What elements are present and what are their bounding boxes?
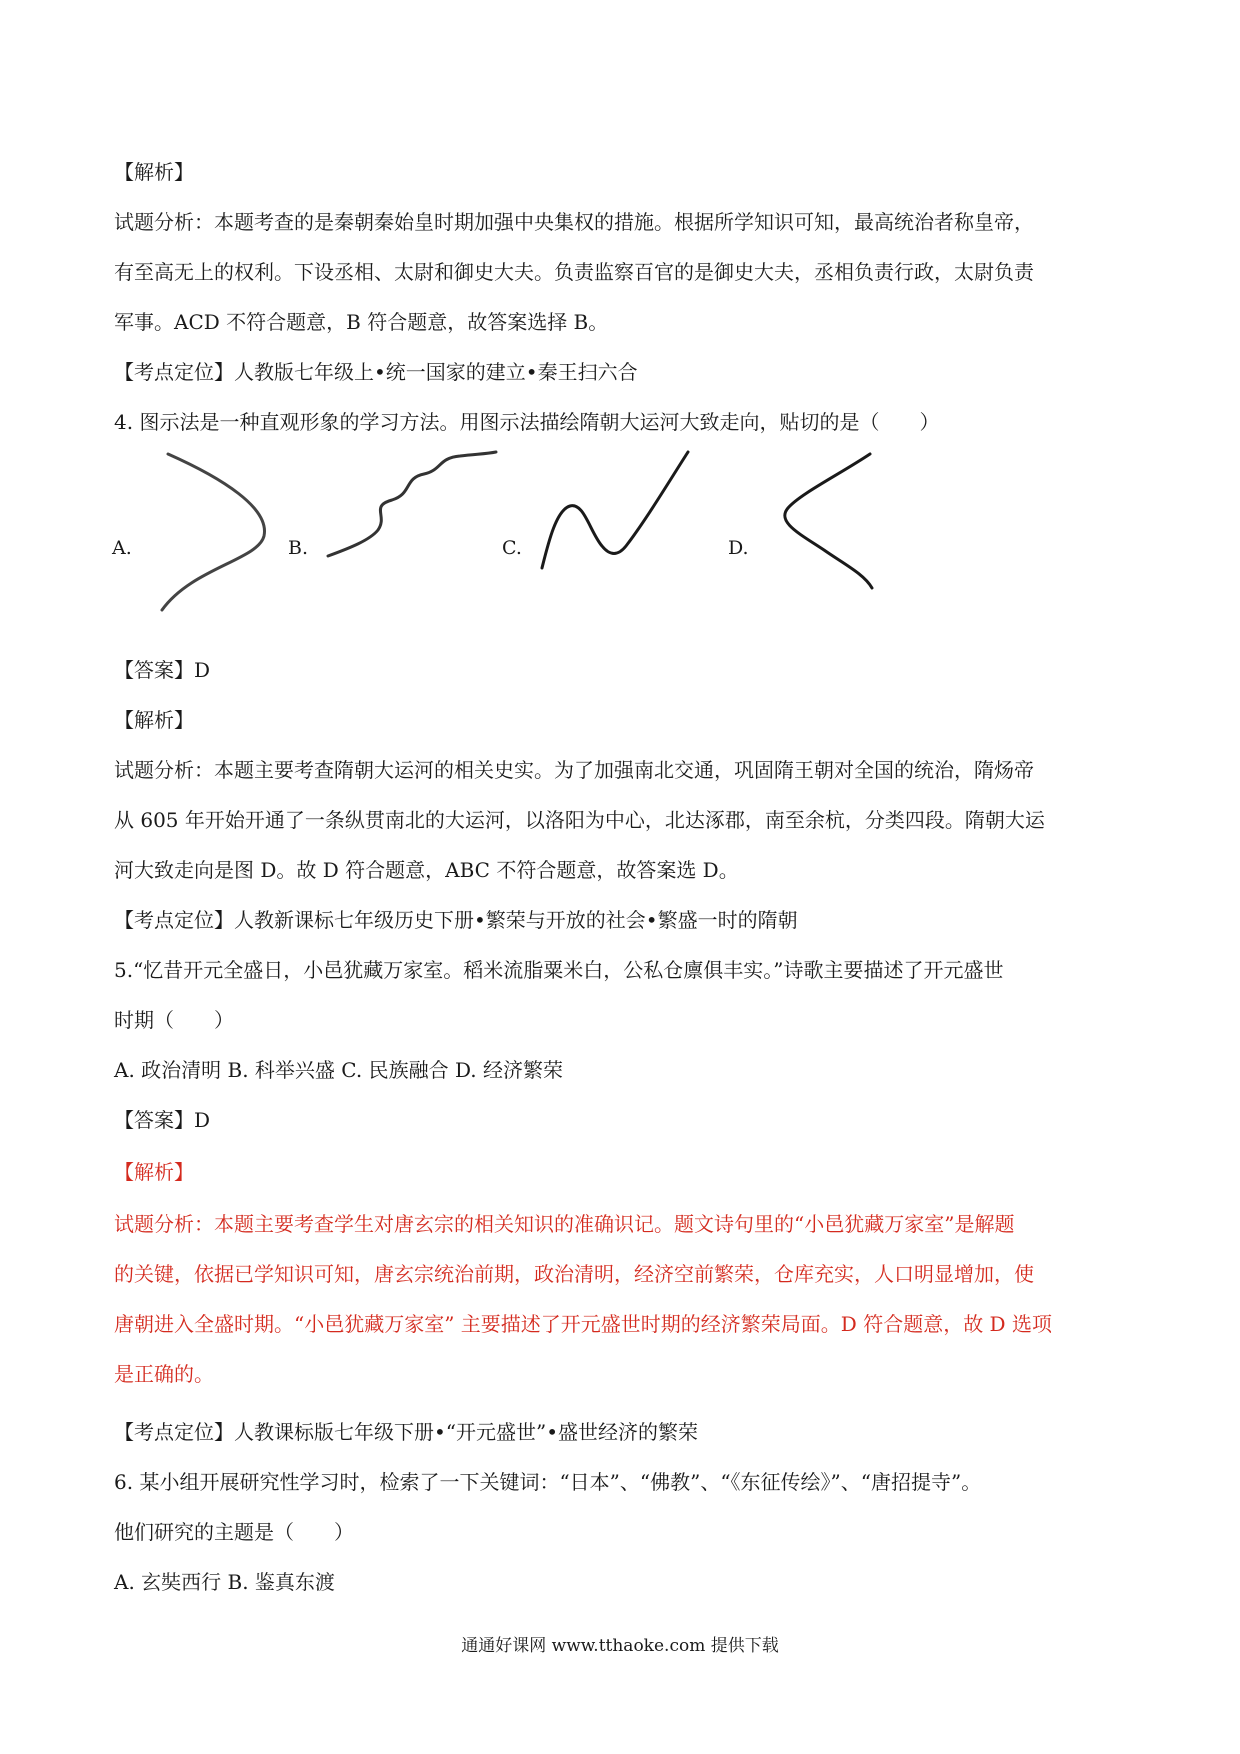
question-6: 6. 某小组开展研究性学习时，检索了一下关键词：“日本”、“佛教”、“《东征传绘》”、“唐招提寺”。 bbox=[114, 1470, 982, 1494]
text-line: 他们研究的主题是（ ） bbox=[114, 1520, 354, 1544]
text-line: 试题分析：本题考查的是秦朝秦始皇时期加强中央集权的措施。根据所学知识可知，最高统治者称皇帝， bbox=[114, 210, 1034, 234]
text-line: 【考点定位】人教版七年级上•统一国家的建立•秦王扫六合 bbox=[114, 360, 638, 384]
option-b-label: B. bbox=[288, 537, 309, 559]
question-6-options: A. 玄奘西行 B. 鉴真东渡 bbox=[114, 1570, 335, 1594]
analysis-text-red: 唐朝进入全盛时期。“小邑犹藏万家室” 主要描述了开元盛世时期的经济繁荣局面。D 符合题意，故 D 选项 bbox=[114, 1312, 1052, 1336]
canal-route-options bbox=[110, 448, 890, 618]
question-4: 4. 图示法是一种直观形象的学习方法。用图示法描绘隋朝大运河大致走向，贴切的是（ ） bbox=[114, 410, 940, 434]
analysis-text-red: 是正确的。 bbox=[114, 1362, 214, 1386]
text-line: 军事。ACD 不符合题意，B 符合题意，故答案选择 B。 bbox=[114, 310, 609, 334]
question-5: 5.“忆昔开元全盛日，小邑犹藏万家室。稻米流脂粟米白，公私仓廪俱丰实。”诗歌主要描述了开元盛世 bbox=[114, 958, 1004, 982]
text-line: 从 605 年开始开通了一条纵贯南北的大运河，以洛阳为中心，北达涿郡，南至余杭，分类四段。隋朝大运 bbox=[114, 808, 1045, 832]
question-5-options: A. 政治清明 B. 科举兴盛 C. 民族融合 D. 经济繁荣 bbox=[114, 1058, 563, 1082]
option-a-label: A. bbox=[112, 537, 132, 559]
text-line: 时期（ ） bbox=[114, 1008, 234, 1032]
option-b-curve bbox=[320, 448, 500, 568]
text-line: 【解析】 bbox=[114, 708, 194, 732]
text-line: 【考点定位】人教课标版七年级下册•“开元盛世”•盛世经济的繁荣 bbox=[114, 1420, 699, 1444]
analysis-text-red: 试题分析：本题主要考查学生对唐玄宗的相关知识的准确识记。题文诗句里的“小邑犹藏万家室”是解题 bbox=[114, 1212, 1015, 1236]
option-c-curve bbox=[538, 448, 708, 578]
text-line: 【解析】 bbox=[114, 160, 194, 184]
answer-5: 【答案】D bbox=[114, 1108, 211, 1132]
option-c-label: C. bbox=[502, 537, 522, 559]
option-d-label: D. bbox=[728, 537, 749, 559]
text-line: 河大致走向是图 D。故 D 符合题意，ABC 不符合题意，故答案选 D。 bbox=[114, 858, 739, 882]
analysis-text-red: 的关键，依据已学知识可知，唐玄宗统治前期，政治清明，经济空前繁荣，仓库充实，人口明显增加，使 bbox=[114, 1262, 1034, 1286]
analysis-heading-red: 【解析】 bbox=[114, 1160, 194, 1184]
page-footer: 通通好课网 www.tthaoke.com 提供下载 bbox=[461, 1636, 779, 1656]
text-line: 【考点定位】人教新课标七年级历史下册•繁荣与开放的社会•繁盛一时的隋朝 bbox=[114, 908, 798, 932]
option-d-curve bbox=[760, 448, 880, 598]
option-a-curve bbox=[152, 448, 272, 616]
answer-4: 【答案】D bbox=[114, 658, 211, 682]
text-line: 试题分析：本题主要考查隋朝大运河的相关史实。为了加强南北交通，巩固隋王朝对全国的统治，隋炀帝 bbox=[114, 758, 1034, 782]
text-line: 有至高无上的权利。下设丞相、太尉和御史大夫。负责监察百官的是御史大夫，丞相负责行政，太尉负责 bbox=[114, 260, 1034, 284]
